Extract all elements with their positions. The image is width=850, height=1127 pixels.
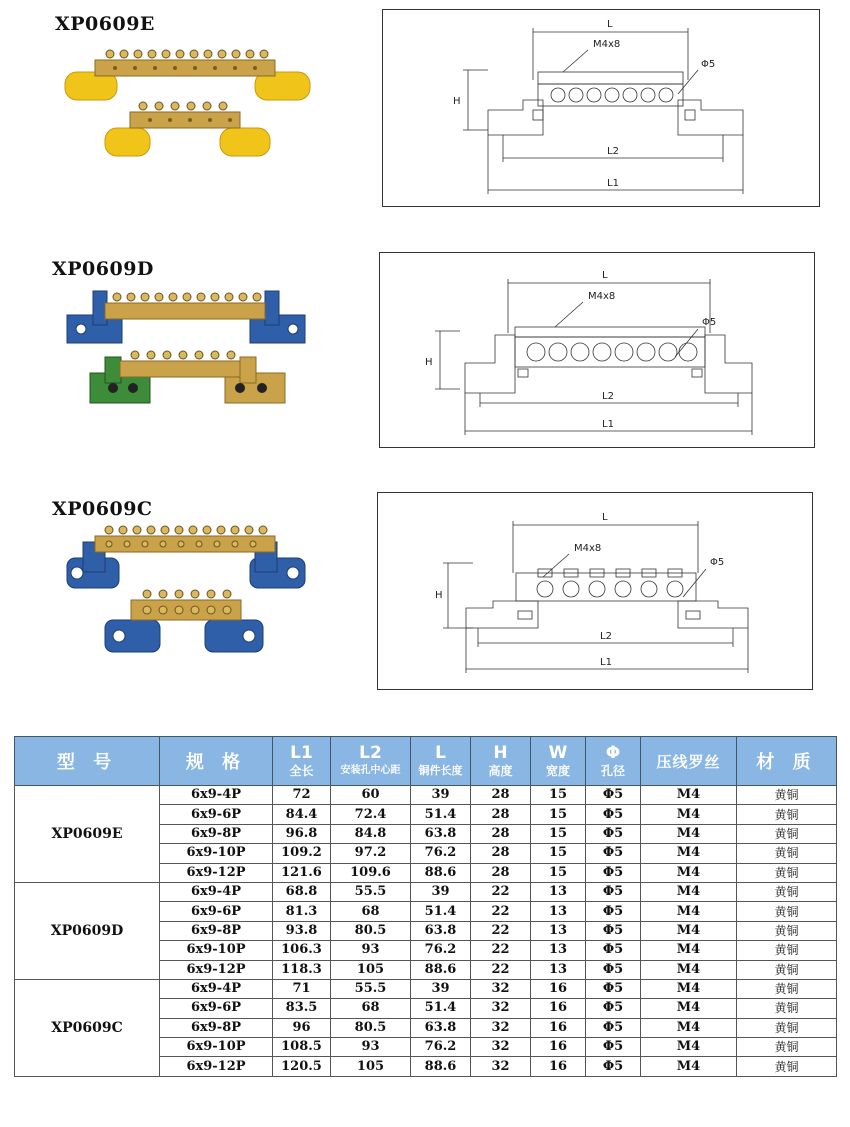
l-cell: 63.8	[411, 824, 471, 843]
w-cell: 16	[531, 1057, 586, 1076]
header-spec	[160, 737, 273, 786]
l2-cell: 93	[331, 941, 411, 960]
hole-cell: Φ5	[586, 882, 641, 901]
dim-l-label: L	[602, 270, 608, 281]
spec-cell: 6x9-8P	[160, 824, 273, 843]
hole-cell: Φ5	[586, 786, 641, 805]
l2-cell: 105	[331, 1057, 411, 1076]
spec-cell: 6x9-12P	[160, 863, 273, 882]
hole-cell: Φ5	[586, 1057, 641, 1076]
w-cell: 15	[531, 863, 586, 882]
dim-l1-label: L1	[600, 657, 612, 668]
w-cell: 13	[531, 902, 586, 921]
material-cell: 黄铜	[737, 941, 837, 960]
spec-cell: 6x9-6P	[160, 999, 273, 1018]
l1-cell: 106.3	[273, 941, 331, 960]
w-cell: 15	[531, 844, 586, 863]
hole-cell: Φ5	[586, 1018, 641, 1037]
screw-cell: M4	[641, 1038, 737, 1057]
table-header-row	[15, 737, 837, 786]
dim-hole-label: Φ5	[702, 317, 717, 328]
screw-cell: M4	[641, 979, 737, 998]
dim-l2-label: L2	[600, 631, 612, 642]
h-cell: 22	[471, 882, 531, 901]
l-cell: 63.8	[411, 1018, 471, 1037]
h-cell: 22	[471, 902, 531, 921]
material-cell: 黄铜	[737, 999, 837, 1018]
l-cell: 88.6	[411, 1057, 471, 1076]
dim-screw-label: M4x8	[574, 543, 602, 554]
product-photo-xp0609e	[55, 40, 325, 165]
header-l-code: L	[435, 743, 446, 763]
header-l	[411, 737, 471, 786]
material-cell: 黄铜	[737, 902, 837, 921]
hole-cell: Φ5	[586, 824, 641, 843]
screw-cell: M4	[641, 824, 737, 843]
header-model	[15, 737, 160, 786]
l1-cell: 118.3	[273, 960, 331, 979]
l-cell: 51.4	[411, 902, 471, 921]
dim-hole-label: Φ5	[710, 557, 725, 568]
l-cell: 39	[411, 882, 471, 901]
hole-cell: Φ5	[586, 999, 641, 1018]
w-cell: 13	[531, 941, 586, 960]
header-phi-name: 孔径	[600, 764, 625, 778]
l1-cell: 71	[273, 979, 331, 998]
w-cell: 13	[531, 882, 586, 901]
l1-cell: 96	[273, 1018, 331, 1037]
screw-cell: M4	[641, 1018, 737, 1037]
header-l1-code: L1	[290, 743, 313, 763]
header-l2	[331, 737, 411, 786]
table-row	[15, 979, 837, 998]
screw-cell: M4	[641, 941, 737, 960]
table-row	[15, 786, 837, 805]
w-cell: 16	[531, 1018, 586, 1037]
l2-cell: 105	[331, 960, 411, 979]
l2-cell: 80.5	[331, 921, 411, 940]
spec-table-body	[15, 786, 837, 1077]
header-screw-label: 压线罗丝	[656, 752, 721, 771]
dim-screw-label: M4x8	[588, 291, 616, 302]
header-h-name: 高度	[488, 764, 513, 778]
dim-hole-label: Φ5	[701, 59, 716, 70]
header-w	[531, 737, 586, 786]
product-photo-xp0609c	[55, 520, 325, 660]
header-h-code: H	[493, 743, 508, 763]
material-cell: 黄铜	[737, 960, 837, 979]
w-cell: 15	[531, 786, 586, 805]
l1-cell: 72	[273, 786, 331, 805]
w-cell: 15	[531, 824, 586, 843]
dim-l2-label: L2	[607, 146, 619, 157]
spec-cell: 6x9-10P	[160, 844, 273, 863]
model-cell: XP0609E	[15, 786, 160, 883]
spec-cell: 6x9-4P	[160, 882, 273, 901]
w-cell: 13	[531, 960, 586, 979]
l-cell: 63.8	[411, 921, 471, 940]
drawing-xp0609c	[377, 492, 813, 690]
screw-cell: M4	[641, 921, 737, 940]
screw-cell: M4	[641, 902, 737, 921]
material-cell: 黄铜	[737, 979, 837, 998]
hole-cell: Φ5	[586, 844, 641, 863]
h-cell: 32	[471, 1038, 531, 1057]
material-cell: 黄铜	[737, 1038, 837, 1057]
hole-cell: Φ5	[586, 805, 641, 824]
header-l1	[273, 737, 331, 786]
spec-cell: 6x9-10P	[160, 1038, 273, 1057]
l-cell: 51.4	[411, 999, 471, 1018]
material-cell: 黄铜	[737, 1018, 837, 1037]
dim-l-label: L	[607, 19, 613, 30]
w-cell: 15	[531, 805, 586, 824]
l-cell: 51.4	[411, 805, 471, 824]
h-cell: 32	[471, 1018, 531, 1037]
dim-l1-label: L1	[607, 178, 619, 189]
l-cell: 88.6	[411, 863, 471, 882]
w-cell: 16	[531, 1038, 586, 1057]
model-cell: XP0609C	[15, 979, 160, 1076]
material-cell: 黄铜	[737, 921, 837, 940]
w-cell: 16	[531, 999, 586, 1018]
spec-cell: 6x9-4P	[160, 979, 273, 998]
l2-cell: 84.8	[331, 824, 411, 843]
l1-cell: 121.6	[273, 863, 331, 882]
hole-cell: Φ5	[586, 863, 641, 882]
header-l1-name: 全长	[289, 764, 314, 778]
l2-cell: 68	[331, 999, 411, 1018]
l-cell: 39	[411, 979, 471, 998]
header-model-label: 型 号	[56, 752, 118, 773]
h-cell: 28	[471, 805, 531, 824]
h-cell: 32	[471, 979, 531, 998]
dim-l-label: L	[602, 512, 608, 523]
h-cell: 22	[471, 941, 531, 960]
header-l2-name: 安装孔中心距	[340, 765, 401, 776]
l1-cell: 120.5	[273, 1057, 331, 1076]
h-cell: 28	[471, 844, 531, 863]
material-cell: 黄铜	[737, 844, 837, 863]
h-cell: 28	[471, 786, 531, 805]
material-cell: 黄铜	[737, 863, 837, 882]
l2-cell: 68	[331, 902, 411, 921]
dim-h-label: H	[453, 96, 461, 107]
l2-cell: 72.4	[331, 805, 411, 824]
l2-cell: 55.5	[331, 882, 411, 901]
screw-cell: M4	[641, 882, 737, 901]
h-cell: 22	[471, 960, 531, 979]
spec-cell: 6x9-12P	[160, 1057, 273, 1076]
w-cell: 13	[531, 921, 586, 940]
dim-h-label: H	[425, 357, 433, 368]
header-h	[471, 737, 531, 786]
h-cell: 32	[471, 999, 531, 1018]
header-w-name: 宽度	[545, 764, 570, 778]
product-title-xp0609e: XP0609E	[55, 13, 155, 35]
h-cell: 22	[471, 921, 531, 940]
screw-cell: M4	[641, 999, 737, 1018]
product-photo-xp0609d	[55, 285, 325, 410]
header-screw	[641, 737, 737, 786]
product-title-xp0609c: XP0609C	[52, 498, 153, 520]
hole-cell: Φ5	[586, 902, 641, 921]
l1-cell: 81.3	[273, 902, 331, 921]
l2-cell: 60	[331, 786, 411, 805]
l2-cell: 55.5	[331, 979, 411, 998]
l-cell: 76.2	[411, 941, 471, 960]
screw-cell: M4	[641, 1057, 737, 1076]
header-phi	[586, 737, 641, 786]
h-cell: 28	[471, 863, 531, 882]
material-cell: 黄铜	[737, 882, 837, 901]
l1-cell: 84.4	[273, 805, 331, 824]
l1-cell: 83.5	[273, 999, 331, 1018]
header-material	[737, 737, 837, 786]
h-cell: 28	[471, 824, 531, 843]
model-cell: XP0609D	[15, 882, 160, 979]
screw-cell: M4	[641, 960, 737, 979]
header-spec-label: 规 格	[185, 752, 247, 773]
l2-cell: 93	[331, 1038, 411, 1057]
l1-cell: 93.8	[273, 921, 331, 940]
l-cell: 76.2	[411, 1038, 471, 1057]
spec-table	[14, 736, 837, 1077]
screw-cell: M4	[641, 786, 737, 805]
header-phi-code: Φ	[605, 743, 621, 763]
drawing-xp0609d	[379, 252, 815, 448]
l1-cell: 108.5	[273, 1038, 331, 1057]
dim-h-label: H	[435, 590, 443, 601]
hole-cell: Φ5	[586, 960, 641, 979]
l2-cell: 80.5	[331, 1018, 411, 1037]
screw-cell: M4	[641, 805, 737, 824]
hole-cell: Φ5	[586, 1038, 641, 1057]
dim-l1-label: L1	[602, 419, 614, 430]
h-cell: 32	[471, 1057, 531, 1076]
spec-cell: 6x9-12P	[160, 960, 273, 979]
hole-cell: Φ5	[586, 921, 641, 940]
l1-cell: 68.8	[273, 882, 331, 901]
table-row	[15, 882, 837, 901]
header-material-label: 材 质	[756, 752, 817, 773]
dim-screw-label: M4x8	[593, 39, 621, 50]
spec-cell: 6x9-6P	[160, 902, 273, 921]
header-l2-code: L2	[359, 743, 382, 763]
l-cell: 76.2	[411, 844, 471, 863]
spec-cell: 6x9-10P	[160, 941, 273, 960]
spec-cell: 6x9-4P	[160, 786, 273, 805]
product-title-xp0609d: XP0609D	[52, 258, 154, 280]
material-cell: 黄铜	[737, 1057, 837, 1076]
l-cell: 39	[411, 786, 471, 805]
l1-cell: 109.2	[273, 844, 331, 863]
l2-cell: 109.6	[331, 863, 411, 882]
spec-cell: 6x9-8P	[160, 921, 273, 940]
material-cell: 黄铜	[737, 805, 837, 824]
l2-cell: 97.2	[331, 844, 411, 863]
screw-cell: M4	[641, 844, 737, 863]
drawing-xp0609e	[382, 9, 820, 207]
l-cell: 88.6	[411, 960, 471, 979]
hole-cell: Φ5	[586, 979, 641, 998]
dim-l2-label: L2	[602, 391, 614, 402]
spec-cell: 6x9-8P	[160, 1018, 273, 1037]
header-l-name: 铜件长度	[418, 764, 463, 777]
hole-cell: Φ5	[586, 941, 641, 960]
l1-cell: 96.8	[273, 824, 331, 843]
w-cell: 16	[531, 979, 586, 998]
spec-cell: 6x9-6P	[160, 805, 273, 824]
header-w-code: W	[548, 743, 568, 763]
material-cell: 黄铜	[737, 824, 837, 843]
material-cell: 黄铜	[737, 786, 837, 805]
screw-cell: M4	[641, 863, 737, 882]
